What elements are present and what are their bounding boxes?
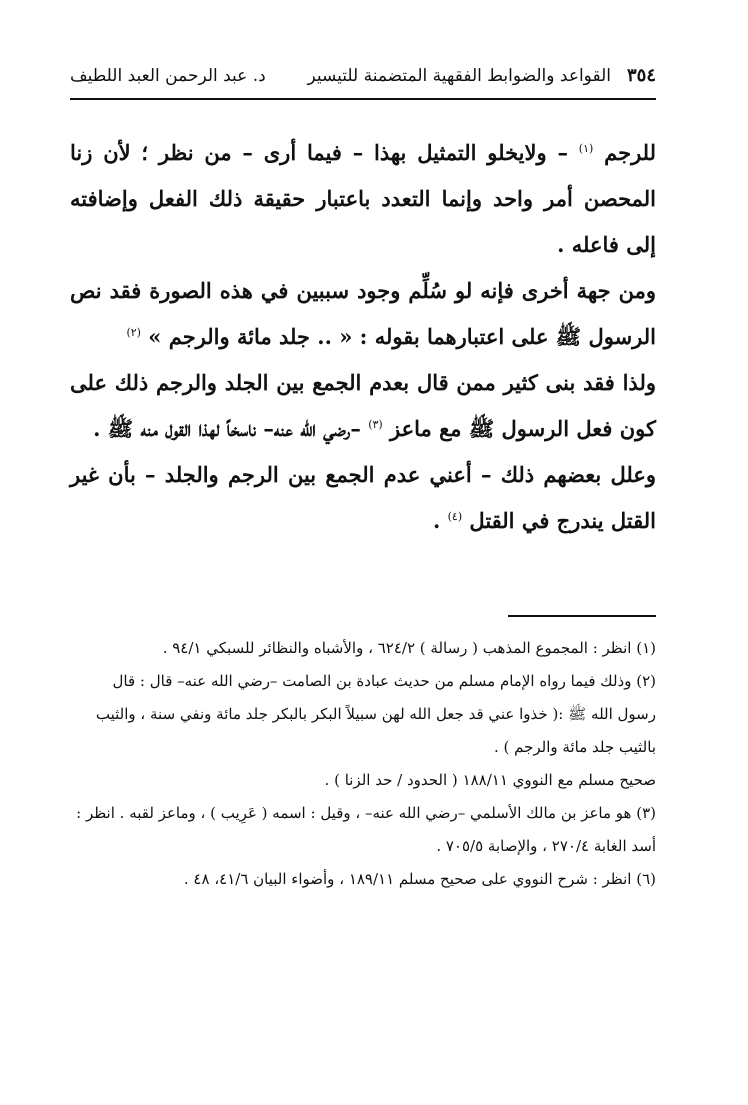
paragraph-4 xyxy=(70,452,656,544)
running-header xyxy=(70,58,656,94)
author-name: د. عبد الرحمن العبد اللطيف xyxy=(70,65,266,86)
footnote-3: (٣) هو ماعز بن مالك الأسلمي –رضي الله عنه– ، وقيل : اسمه ( عَرِيب ) ، وماعز لقبه . انظر : أسد الغابة ٢٧٠/٤ ، والإصابة ٧٠٥/٥ . xyxy=(76,804,656,855)
paragraph-3 xyxy=(70,360,656,452)
footnote-2-source: صحيح مسلم مع النووي ١٨٨/١١ ( الحدود / حد الزنا ) . xyxy=(324,771,656,789)
header-title-group xyxy=(307,67,656,85)
footnote-ref-2: (٢) xyxy=(126,326,141,339)
header-divider xyxy=(70,98,656,100)
paragraph-1-rest: – ولايخلو التمثيل بهذا – فيما أرى – من نظر ؛ لأن زنا المحصن أمر واحد وإنما التعدد باعتبار حقيقة ذلك الفعل وإضافته إلى فاعله . xyxy=(70,140,656,257)
book-title: القواعد والضوابط الفقهية المتضمنة للتيسير xyxy=(307,65,611,86)
footnote-1: (١) انظر : المجموع المذهب ( رسالة ) ٦٢٤/٢ ، والأشباه والنظائر للسبكي ٩٤/١ . xyxy=(162,639,656,657)
footnote-divider xyxy=(508,615,656,617)
paragraph-1 xyxy=(70,130,656,268)
page-number: ٣٥٤ xyxy=(626,65,656,86)
footnote-ref-1: (١) xyxy=(578,142,594,155)
paragraph-4-start: وعلل بعضهم ذلك – أعني عدم الجمع بين الرجم والجلد – بأن غير القتل يندرج في القتل xyxy=(70,462,656,533)
paragraph-2-text: ومن جهة أخرى فإنه لو سُلِّم وجود سببين في هذه الصورة فقد نص الرسول ﷺ على اعتبارهما بقوله : « .. جلد مائة والرجم » xyxy=(70,278,656,349)
footnote-ref-3: (٣) xyxy=(368,418,383,431)
footnote-6: (٦) انظر : شرح النووي على صحيح مسلم ١٨٩/١١ ، وأضواء البيان ٤١/٦، ٤٨ . xyxy=(183,870,656,888)
footnote-ref-4: (٤) xyxy=(447,510,463,523)
footnotes xyxy=(70,632,656,896)
main-text xyxy=(70,130,656,544)
paragraph-2 xyxy=(70,268,656,360)
paragraph-3-rest: –رضي الله عنه– ناسخاً لهذا القول منه ﷺ . xyxy=(93,416,361,441)
footnote-2: (٢) وذلك فيما رواه الإمام مسلم من حديث عبادة بن الصامت –رضي الله عنه– قال : قال رسول الله ﷺ :( خذوا عني قد جعل الله لهن سبيلاً البكر بالبكر جلد مائة ونفي سنة ، والثيب بالثيب جلد مائة والرجم ) . xyxy=(95,672,656,756)
paragraph-4-end: . xyxy=(432,508,441,533)
paragraph-1-start: للرجم xyxy=(604,140,657,165)
paragraph-3-start: ولذا فقد بنى كثير ممن قال بعدم الجمع بين الجلد والرجم ذلك على كون فعل الرسول ﷺ مع ماعز xyxy=(70,370,656,441)
